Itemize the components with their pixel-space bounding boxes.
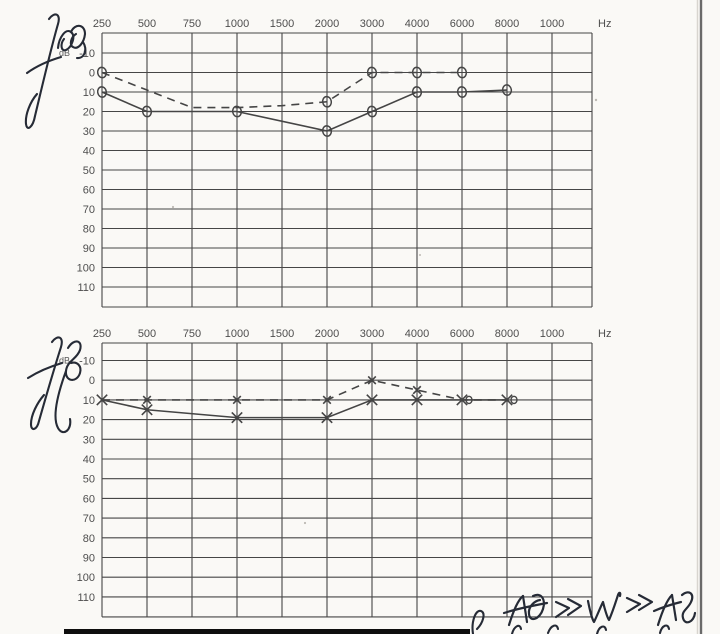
y-tick-label: 40	[82, 454, 95, 466]
y-tick-label: 50	[82, 473, 95, 486]
x-tick-label: 3000	[359, 18, 385, 30]
x-tick-label: 1000	[224, 328, 250, 340]
x-tick-label: 1000	[539, 18, 565, 30]
x-tick-label: 8000	[494, 328, 520, 340]
x-tick-label: 6000	[449, 18, 475, 30]
handwriting-ad-label	[26, 14, 85, 128]
y-tick-label: 100	[76, 572, 95, 585]
x-tick-label: 3000	[359, 328, 385, 340]
x-tick-label: 1500	[269, 18, 295, 30]
y-tick-label: 90	[82, 243, 95, 255]
x-tick-label: 4000	[404, 18, 430, 30]
x-tick-label: 750	[182, 328, 202, 340]
x-tick-label: 1500	[269, 328, 295, 340]
scan-bottom-bar	[64, 629, 470, 634]
x-tick-label: 2000	[314, 18, 340, 30]
y-tick-label: 20	[82, 106, 95, 119]
x-unit-label: Hz	[598, 328, 612, 340]
y-tick-label: 110	[77, 591, 95, 604]
x-tick-label: 4000	[404, 328, 430, 340]
scan-specks	[172, 99, 597, 524]
x-tick-label: 750	[182, 18, 202, 30]
x-tick-label: 6000	[449, 328, 475, 340]
x-tick-label: 1000	[224, 18, 250, 30]
y-tick-label: -10	[79, 48, 95, 60]
x-tick-label: 8000	[494, 18, 520, 30]
y-unit-label: dB	[58, 48, 70, 58]
y-tick-label: 110	[77, 282, 95, 294]
y-tick-label: 60	[82, 184, 95, 197]
y-tick-label: 0	[88, 375, 95, 388]
x-tick-label: 500	[137, 18, 157, 30]
y-tick-label: 0	[88, 67, 95, 80]
x-tick-label: 250	[92, 328, 112, 340]
y-tick-label: 40	[82, 145, 95, 158]
x-tick-label: 1000	[539, 328, 565, 340]
y-tick-label: 80	[82, 223, 95, 236]
x-tick-label: 2000	[314, 328, 340, 340]
handwriting-note	[504, 592, 695, 625]
y-tick-label: 50	[82, 165, 95, 177]
y-tick-label: 70	[82, 204, 95, 216]
x-unit-label: Hz	[598, 18, 612, 30]
y-tick-label: -10	[79, 355, 95, 368]
y-tick-label: 60	[82, 493, 95, 506]
y-tick-label: 20	[82, 414, 95, 427]
y-tick-label: 10	[82, 87, 95, 99]
y-tick-label: 10	[82, 394, 95, 407]
y-unit-label: dB	[58, 355, 70, 366]
y-tick-label: 80	[82, 532, 95, 545]
y-tick-label: 30	[82, 434, 95, 447]
x-tick-label: 250	[92, 18, 112, 30]
y-tick-label: 30	[82, 126, 95, 138]
x-tick-label: 500	[137, 328, 157, 340]
y-tick-label: 70	[82, 513, 95, 526]
handwriting-as-label	[28, 337, 81, 432]
y-tick-label: 90	[82, 552, 95, 565]
y-tick-label: 100	[76, 262, 95, 275]
